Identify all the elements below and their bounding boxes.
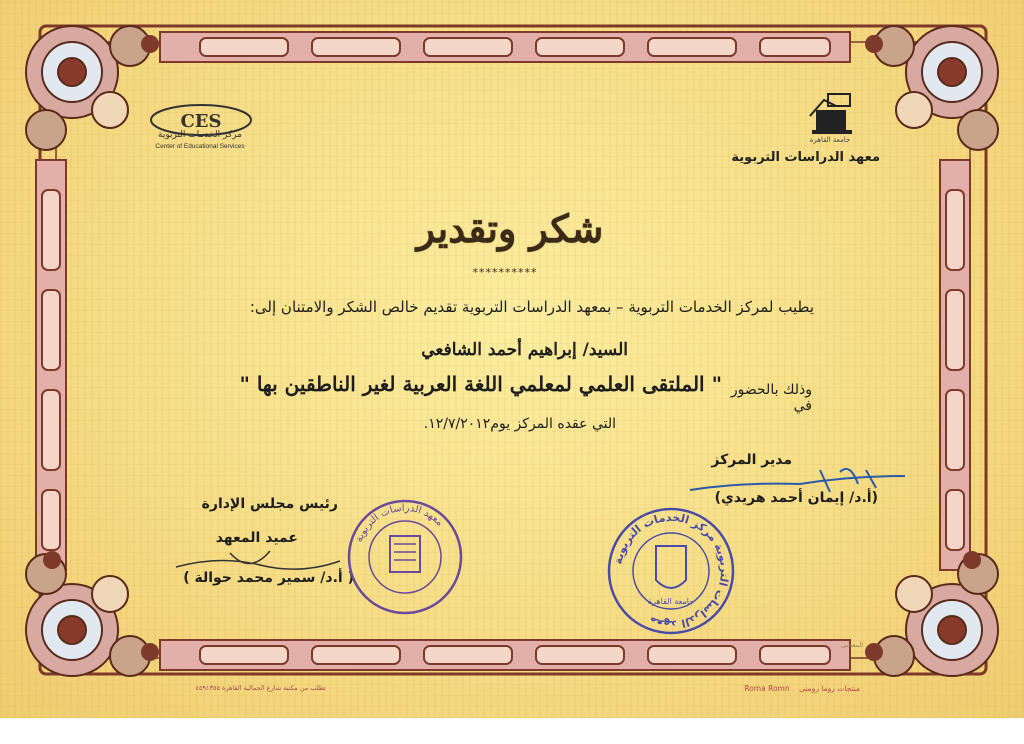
institute-logo (806, 86, 860, 138)
recipient-name: السيد/ إبراهيم أحمد الشافعي (421, 340, 628, 360)
ces-mark-text: CES (180, 111, 222, 132)
event-date-line: التي عقده المركز يوم١٢/٧/٢٠١٢. (423, 416, 616, 432)
corner-ornament-top-left (26, 26, 150, 150)
footer-small-label: المعجنى (840, 641, 864, 649)
paper-brand-latin: Roma Romn (744, 684, 790, 693)
right-stamp-ring-text: معهد الدراسات التربوية مركز الخدمات التربوية (611, 510, 732, 632)
ces-english-name: Center of Educational Services (155, 143, 245, 150)
dean-name: ( أ.د/ سمير محمد حوالة ) (183, 570, 354, 586)
certificate-title: شكر وتقدير (416, 206, 604, 251)
director-title: مدير المركز (711, 452, 792, 468)
director-name: (أ.د/ إيمان أحمد هريدي) (714, 490, 878, 506)
left-institute-stamp (346, 498, 464, 616)
right-center-stamp (606, 506, 736, 636)
title-separator: ********** (472, 266, 538, 279)
printer-credit: تطلب من مكتبة شارع الجمالية القاهرة ٤٥٩١٣٥٥ (195, 684, 326, 692)
event-title: " الملتقى العلمي لمعلمي اللغة العربية لغير الناطقين بها " (239, 372, 722, 396)
paper-brand-arabic: منتجات روما رومنى (799, 684, 860, 693)
paper-brand (740, 684, 860, 693)
university-label: جامعة القاهرة (809, 136, 851, 144)
body-intro-line: يطيب لمركز الخدمات التربوية – بمعهد الدراسات التربوية تقديم خالص الشكر والامتنان إلى: (249, 298, 814, 316)
board-chair-title: رئيس مجلس الإدارة (201, 496, 338, 512)
dean-title: عميد المعهد (215, 530, 298, 546)
left-stamp-ring-text: معهد الدراسات التربوية (353, 502, 446, 544)
attendance-lead-text: وذلك بالحضور في (730, 382, 812, 414)
institute-name: معهد الدراسات التربوية (731, 150, 880, 165)
ces-arabic-name: مركز الخدمات التربوية (158, 130, 242, 140)
right-stamp-center-text: جامعة القاهرة (647, 597, 695, 606)
